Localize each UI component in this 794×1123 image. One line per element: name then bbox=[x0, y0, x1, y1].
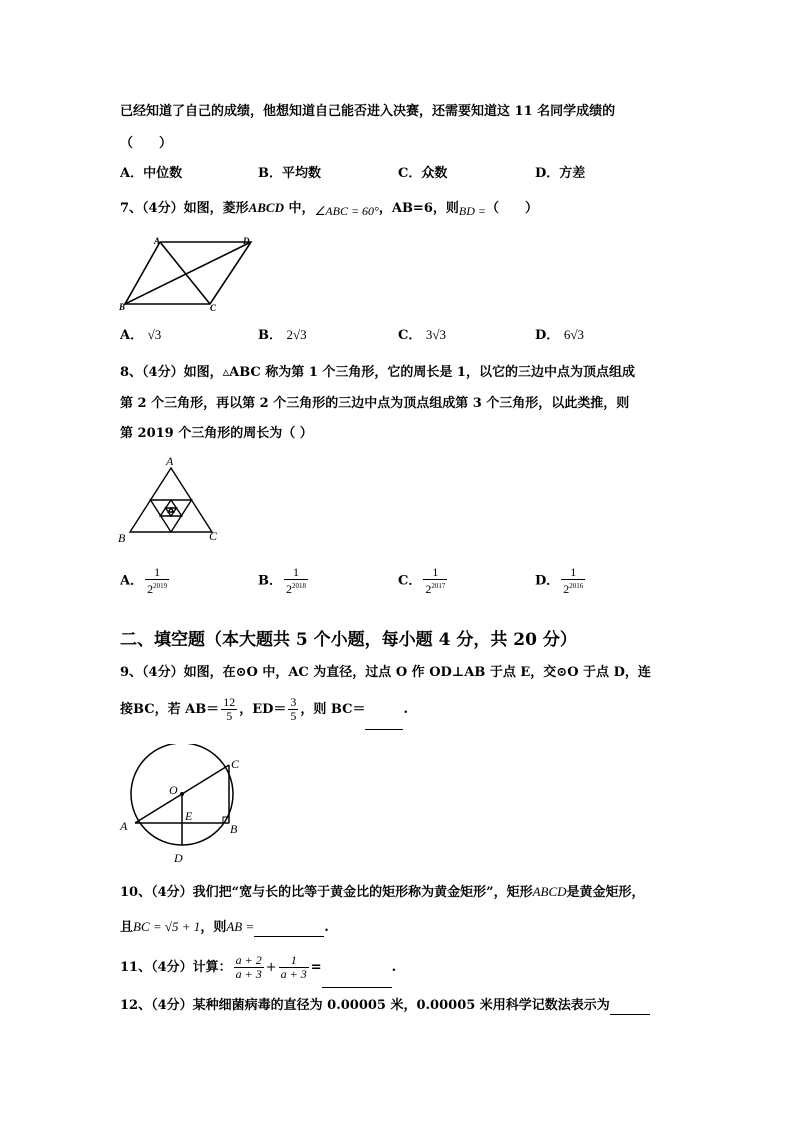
option-letter: C． bbox=[398, 328, 422, 343]
q8-line3: 第 2019 个三角形的周长为（ ） bbox=[120, 426, 313, 441]
option-letter: C． bbox=[398, 573, 422, 589]
q10-shape: ABCD bbox=[532, 884, 567, 899]
q6-option-d bbox=[535, 165, 585, 183]
q7-option-d bbox=[535, 326, 584, 345]
option-fraction: $\frac{1}{2^{2018}}$ bbox=[286, 565, 306, 596]
option-letter: B． bbox=[258, 166, 282, 181]
q7-stem bbox=[120, 199, 538, 218]
option-value: 3√3 bbox=[425, 327, 447, 342]
q7-num: 7、（4分）如图，菱形 bbox=[120, 201, 249, 216]
option-value: 6√3 bbox=[563, 327, 584, 342]
q10-line2 bbox=[120, 918, 329, 937]
q8-label-c: C bbox=[209, 529, 218, 543]
q7-option-a bbox=[120, 326, 161, 345]
option-letter: D． bbox=[535, 328, 560, 343]
q9-line1: 9、（4分）如图，在⊙O 中，AC 为直径，过点 O 作 OD⊥AB 于点 E，交⊙O 于点 D，连 bbox=[120, 665, 651, 680]
q7-label-c: C bbox=[210, 303, 217, 313]
q10-line1 bbox=[120, 883, 645, 902]
q7-shape: ABCD bbox=[248, 200, 284, 215]
q10-line1b: 是黄金矩形， bbox=[566, 885, 645, 900]
q8-option-d bbox=[535, 566, 587, 596]
fraction-1: $\frac{a + 2}{a + 3}$ bbox=[235, 953, 262, 981]
q8-option-b bbox=[258, 566, 310, 596]
option-text: 众数 bbox=[421, 166, 448, 181]
q6-line1: 已经知道了自己的成绩，他想知道自己能否进入决赛，还需要知道这 11 名同学成绩的 bbox=[120, 104, 616, 119]
q10-line1a: 10、（4分）我们把“宽与长的比等于黄金比的矩形称为黄金矩形”，矩形 bbox=[120, 885, 533, 900]
q9-mid: ，ED＝ bbox=[239, 702, 287, 717]
q8-option-c bbox=[398, 566, 449, 596]
option-text: 方差 bbox=[559, 166, 586, 181]
option-text: 中位数 bbox=[143, 166, 183, 181]
option-letter: B． bbox=[258, 328, 282, 343]
option-letter: A． bbox=[120, 166, 144, 181]
q7-mid: 中， bbox=[284, 201, 315, 216]
option-letter: B． bbox=[258, 573, 282, 589]
q9-post: ，则 BC＝ bbox=[300, 702, 366, 717]
option-letter: D． bbox=[535, 573, 560, 589]
option-fraction: $\frac{1}{2^{2019}}$ bbox=[147, 565, 168, 596]
option-fraction: $\frac{1}{2^{2016}}$ bbox=[563, 565, 584, 596]
q8-line1: 8、（4分）如图，▵ABC 称为第 1 个三角形，它的周长是 1，以它的三边中点为顶点组成 bbox=[120, 365, 635, 380]
q9-end: . bbox=[403, 702, 409, 717]
q7-label-a: A bbox=[154, 236, 161, 246]
q9-label-c: C bbox=[231, 757, 240, 771]
answer-blank[interactable] bbox=[254, 922, 324, 937]
q6-paren: （ ） bbox=[120, 136, 173, 151]
answer-blank[interactable] bbox=[365, 715, 403, 730]
q10-ab: AB = bbox=[226, 919, 255, 934]
q12-text: 12、（4分）某种细菌病毒的直径为 0.00005 米，0.00005 米用科学记数法表示为 bbox=[120, 998, 610, 1013]
q7-option-b bbox=[258, 326, 307, 345]
answer-blank[interactable] bbox=[322, 973, 392, 988]
q11-line bbox=[120, 948, 396, 988]
section-title: 二、填空题（本大题共 5 个小题，每小题 4 分，共 20 分） bbox=[120, 630, 577, 650]
q9-label-o: O bbox=[169, 783, 178, 797]
q7-ab: ，AB=6，则 bbox=[378, 201, 459, 216]
q11-end: . bbox=[391, 960, 397, 975]
q9-pre: 接BC，若 AB＝ bbox=[120, 702, 220, 717]
q8-option-a bbox=[120, 566, 171, 596]
q8-triangle-figure bbox=[116, 454, 224, 546]
q12-line bbox=[120, 997, 650, 1015]
fraction-2: $\frac{1}{a + 3}$ bbox=[280, 953, 307, 981]
q8-label-b: B bbox=[118, 531, 126, 545]
option-letter: A． bbox=[120, 573, 144, 589]
q7-rhombus-figure bbox=[118, 232, 258, 314]
q9-line2 bbox=[120, 690, 408, 730]
q10-mid: ，则 bbox=[200, 920, 227, 935]
q9-label-e: E bbox=[185, 809, 193, 823]
option-value: 2√3 bbox=[286, 327, 307, 342]
option-text: 平均数 bbox=[282, 166, 322, 181]
q7-angle: ∠ABC = 60° bbox=[314, 204, 379, 218]
q9-label-b: B bbox=[230, 822, 238, 836]
q9-label-a: A bbox=[120, 819, 128, 833]
ed-fraction: $\frac{3}{5}$ bbox=[290, 695, 297, 723]
q8-label-a: A bbox=[166, 454, 174, 468]
q10-expr: BC = √5 + 1 bbox=[133, 919, 201, 934]
plus-sign: + bbox=[265, 960, 277, 975]
q6-option-b bbox=[258, 165, 321, 183]
answer-blank[interactable] bbox=[610, 1000, 650, 1015]
option-fraction: $\frac{1}{2^{2017}}$ bbox=[425, 565, 446, 596]
q10-end: . bbox=[324, 920, 329, 935]
option-letter: C． bbox=[398, 166, 422, 181]
option-letter: D． bbox=[535, 166, 560, 181]
q6-option-c bbox=[398, 165, 447, 183]
equals-sign: = bbox=[310, 960, 322, 975]
q7-label-b: B bbox=[119, 302, 126, 312]
q6-option-a bbox=[120, 165, 182, 183]
q7-paren: （ ） bbox=[485, 201, 538, 216]
q10-pre: 且 bbox=[120, 920, 134, 935]
option-letter: A． bbox=[120, 328, 144, 343]
q11-pre: 11、（4分）计算： bbox=[120, 960, 232, 975]
q7-label-d: D bbox=[243, 236, 250, 246]
q8-line2: 第 2 个三角形，再以第 2 个三角形的三边中点为顶点组成第 3 个三角形，以此类推，则 bbox=[120, 396, 630, 411]
q9-label-d: D bbox=[174, 851, 183, 865]
q7-bd: BD = bbox=[458, 204, 486, 218]
q7-option-c bbox=[398, 326, 446, 345]
ab-fraction: $\frac{12}{5}$ bbox=[223, 695, 236, 723]
option-value: √3 bbox=[147, 327, 162, 342]
q9-circle-figure bbox=[116, 744, 248, 870]
